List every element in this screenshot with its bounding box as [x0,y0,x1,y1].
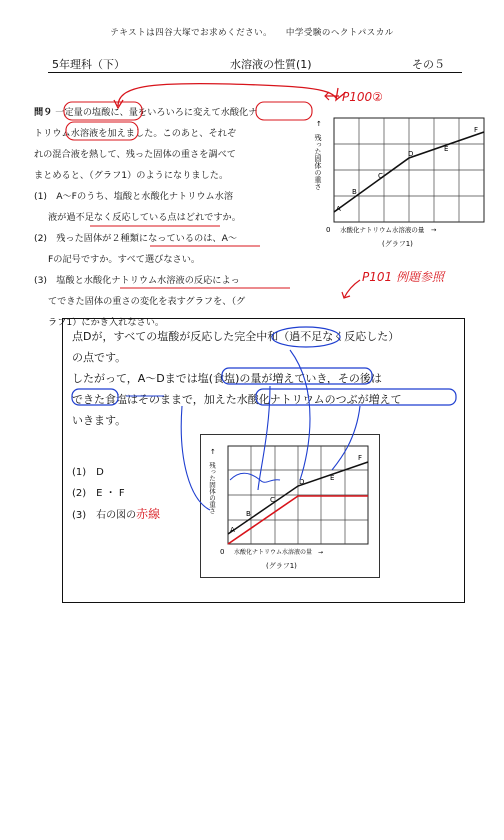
subquestion-1b: 液が過不足なく反応している点はどれですか。 [48,212,241,223]
part-label: その５ [412,58,445,71]
question-line-3: れの混合液を熱して、残った固体の重さを調べて [34,149,236,160]
answer-item-3: (3) 右の図の赤線 [72,507,161,521]
answer-list [72,462,160,526]
subquestion-2a: (2) 残った固体が２種類になっているのは、A～ [34,233,238,244]
graph2-caption: (グラフ1) [266,562,297,570]
answer-item-1: (1) D [72,467,104,478]
graph2-point-b: B [246,510,251,518]
graph2-point-f: F [358,454,363,462]
title-row [52,56,460,72]
question-line-2: トリウム水溶液を加えました。このあと、それぞ [34,128,237,139]
graph1-point-d: D [408,150,414,158]
graph1 [312,112,492,252]
page-ref-note: P100② [342,90,383,104]
graph1-arrow-up: ↑ [316,120,322,128]
blue-pointer-lines [170,330,400,520]
answer-line-1: 点Dが，すべての塩酸が反応した完全中和（過不足なく反応した） [72,330,400,343]
graph1-point-f: F [474,126,479,134]
graph1-point-a: A [336,205,341,213]
question-red-marks [60,100,330,300]
title-rule [48,72,462,73]
answer-item-2: (2) E ・ F [72,488,125,499]
answer-line-3: したがって，A～Dまでは塩(食塩)の量が増えていき，その後は [72,372,382,385]
subquestion-3c: ラフ1）にかき入れなさい。 [48,317,165,328]
answer-line-5: いきます。 [72,414,127,427]
graph2-y-label: 残った固体の重さ [208,462,216,514]
grade-subject: 5年理科（下） [52,58,125,71]
graph1-y-label: 残った固体の重さ [314,134,322,190]
answer-line-4: できた食塩はそのままで，加えた水酸化ナトリウムのつぶが増えて [72,393,402,406]
unit-title: 水溶液の性質(1) [230,58,312,71]
graph2-point-e: E [330,474,335,482]
graph2-point-a: A [230,526,235,534]
question-line-4: まとめると、（グラフ1）のようになりました。 [34,170,229,181]
graph2-arrow-up: ↑ [210,448,216,456]
graph2-point-d: D [299,478,305,486]
subquestion-2b: Fの記号ですか。すべて選びなさい。 [48,254,201,265]
graph2-origin: 0 [220,548,225,556]
subquestion-3a: (3) 塩酸と水酸化ナトリウム水溶液の反応によっ [34,275,240,286]
answer-line-2: の点です。 [72,351,127,364]
question-number: 問９ [34,107,53,118]
graph1-x-label: 水酸化ナトリウム水溶液の量 → [340,226,437,234]
question-line-1: 一定量の塩酸に、量をいろいろに変えて水酸化ナ [55,107,258,118]
header-top-line: テキストは四谷大塚でお求めください。 中学受験のヘクトパスカル [110,28,394,38]
graph2-x-label: 水酸化ナトリウム水溶液の量 → [234,549,323,556]
graph1-point-e: E [444,145,449,153]
graph1-point-c: C [378,172,383,180]
subquestion-1a: (1) A～Fのうち、塩酸と水酸化ナトリウム水溶 [34,191,234,202]
graph1-caption: (グラフ1) [382,240,413,248]
subquestion-3b: てできた固体の重さの変化を表すグラフを、（グ [48,296,246,307]
graph1-origin: 0 [326,226,331,234]
example-ref-arrow [340,278,364,302]
example-ref-note: P101 例題参照 [362,270,444,284]
graph2-point-c: C [270,496,275,504]
graph1-point-b: B [352,188,357,196]
